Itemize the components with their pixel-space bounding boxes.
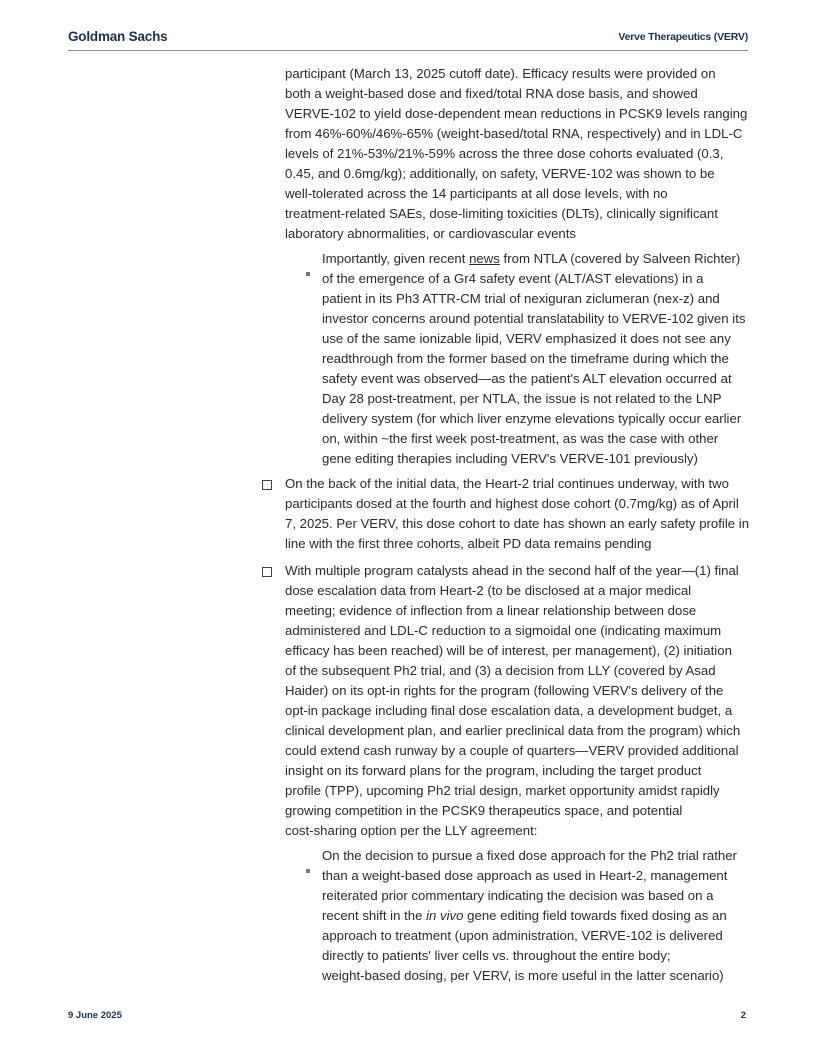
- text-line: 0.45, and 0.6mg/kg); additionally, on safety, VERVE-102 was shown to be: [285, 166, 715, 181]
- text-line: dose escalation data from Heart-2 (to be disclosed at a major medical: [285, 583, 692, 598]
- text-line: readthrough from the former based on the timeframe during which the: [322, 351, 729, 366]
- text-line: participants dosed at the fourth and highest dose cohort (0.7mg/kg) as of April: [285, 496, 739, 511]
- paragraph-results: [285, 64, 747, 244]
- footer-date: 9 June 2025: [68, 1010, 122, 1021]
- text-line: approach to treatment (upon administration, VERVE-102 is delivered: [322, 928, 723, 943]
- bullet-heart2: [285, 474, 749, 554]
- text-line: delivery system (for which liver enzyme elevations typically occur earlier: [322, 411, 742, 426]
- text-line: patient in its Ph3 ATTR-CM trial of nexiguran ziclumeran (nex-z) and: [322, 291, 720, 306]
- text-line: growing competition in the PCSK9 therapeutics space, and potential: [285, 803, 683, 818]
- square-bullet-icon: [306, 272, 310, 276]
- text-line: from 46%-60%/46%-65% (weight-based/total RNA, respectively) and in LDL-C: [285, 126, 743, 141]
- text-line: cost-sharing option per the LLY agreement:: [285, 823, 538, 838]
- text-line: well-tolerated across the 14 participants at all dose levels, with no: [285, 186, 668, 201]
- text-line: participant (March 13, 2025 cutoff date). Efficacy results were provided on: [285, 66, 716, 81]
- text-line: levels of 21%-53%/21%-59% across the three dose cohorts evaluated (0.3,: [285, 146, 724, 161]
- text-line: efficacy has been reached) will be of interest, per management), (2) initiation: [285, 643, 732, 658]
- text-line: Day 28 post-treatment, per NTLA, the issue is not related to the LNP: [322, 391, 722, 406]
- brand-name: Goldman Sachs: [68, 29, 168, 44]
- text-line: On the decision to pursue a fixed dose approach for the Ph2 trial rather: [322, 848, 737, 863]
- text-line: Haider) on its opt-in rights for the program (following VERV's delivery of the: [285, 683, 724, 698]
- text-line: insight on its forward plans for the program, including the target product: [285, 763, 702, 778]
- page-number: 2: [740, 1010, 746, 1021]
- sub-bullet-ntla: [322, 249, 745, 469]
- text-line: clinical development plan, and earlier preclinical data from the program) which: [285, 723, 741, 738]
- text-line: meeting; evidence of inflection from a linear relationship between dose: [285, 603, 697, 618]
- sub-bullet-fixed-dose: [322, 846, 737, 986]
- square-bullet-icon: [306, 869, 310, 873]
- text-line: both a weight-based dose and fixed/total RNA dose basis, and showed: [285, 86, 698, 101]
- checkbox-bullet-icon: [262, 567, 272, 577]
- text-line: With multiple program catalysts ahead in the second half of the year—(1) final: [285, 563, 739, 578]
- text-line: than a weight-based dose approach as used in Heart-2, management: [322, 868, 728, 883]
- text-line: VERVE-102 to yield dose-dependent mean reductions in PCSK9 levels ranging: [285, 106, 748, 121]
- text-line: On the back of the initial data, the Heart-2 trial continues underway, with two: [285, 476, 729, 491]
- text-line: could extend cash runway by a couple of quarters—VERV provided additional: [285, 743, 739, 758]
- text-line: laboratory abnormalities, or cardiovascular events: [285, 226, 576, 241]
- text: Importantly, given recent: [322, 251, 470, 266]
- text-line: treatment-related SAEs, dose-limiting toxicities (DLTs), clinically significant: [285, 206, 718, 221]
- bullet-catalysts: [285, 561, 740, 841]
- text-line: 7, 2025. Per VERV, this dose cohort to date has shown an early safety profile in: [285, 516, 750, 531]
- text-line: reiterated prior commentary indicating the decision was based on a: [322, 888, 714, 903]
- company-title: Verve Therapeutics (VERV): [618, 31, 748, 43]
- checkbox-bullet-icon: [262, 480, 272, 490]
- text-line: gene editing therapies including VERV's VERVE-101 previously): [322, 451, 698, 466]
- text: gene editing field towards fixed dosing as an: [463, 908, 727, 923]
- text-line: safety event was observed—as the patient's ALT elevation occurred at: [322, 371, 732, 386]
- text-line: on, within ~the first week post-treatment, as was the case with other: [322, 431, 719, 446]
- text-line: line with the first three cohorts, albeit PD data remains pending: [285, 536, 652, 551]
- text-line: of the subsequent Ph2 trial, and (3) a decision from LLY (covered by Asad: [285, 663, 716, 678]
- text-line: opt-in package including final dose escalation data, a development budget, a: [285, 703, 733, 718]
- text-line: directly to patients' liver cells vs. throughout the entire body;: [322, 948, 671, 963]
- text: recent shift in the: [322, 908, 427, 923]
- text-line: profile (TPP), upcoming Ph2 trial design, market opportunity amidst rapidly: [285, 783, 720, 798]
- text-line: use of the same ionizable lipid, VERV emphasized it does not see any: [322, 331, 731, 346]
- header-divider: [68, 50, 748, 51]
- text-line: weight-based dosing, per VERV, is more useful in the latter scenario): [322, 968, 724, 983]
- text-line: investor concerns around potential translatability to VERVE-102 given its: [322, 311, 746, 326]
- text-italic: in vivo: [426, 908, 464, 923]
- text-line: administered and LDL-C reduction to a sigmoidal one (indicating maximum: [285, 623, 722, 638]
- news-link[interactable]: news: [469, 251, 500, 266]
- text-line: of the emergence of a Gr4 safety event (ALT/AST elevations) in a: [322, 271, 704, 286]
- text: from NTLA (covered by Salveen Richter): [499, 251, 741, 266]
